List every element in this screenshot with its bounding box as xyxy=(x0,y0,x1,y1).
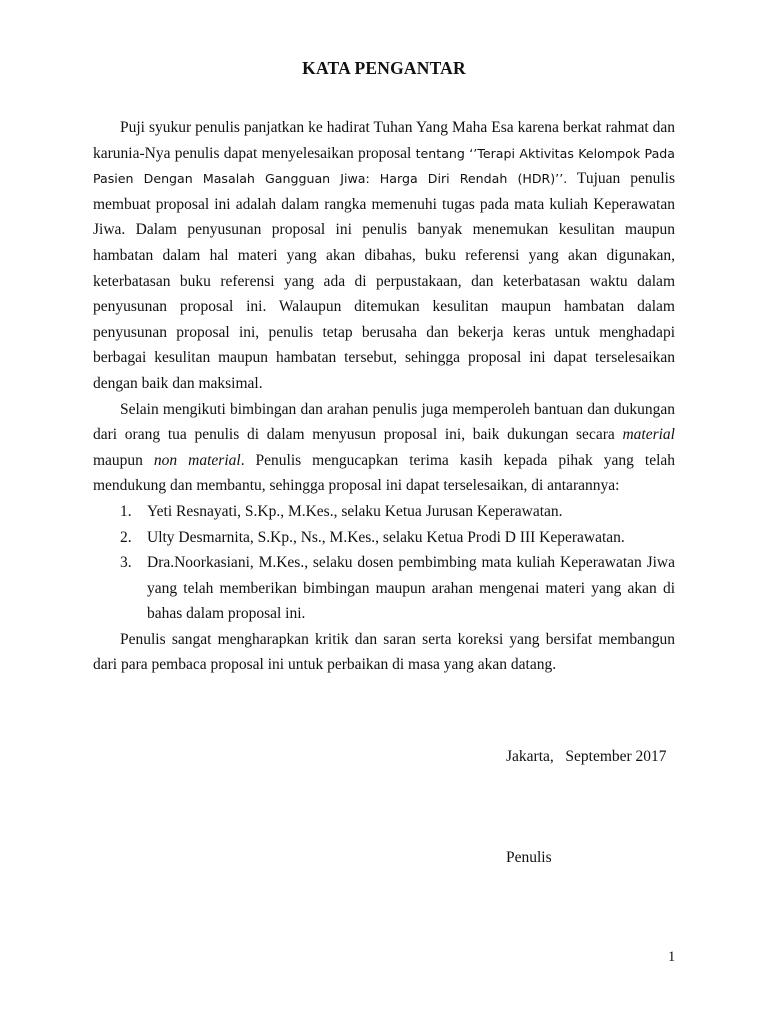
paragraph-closing: Penulis sangat mengharapkan kritik dan saran serta koreksi yang bersifat membangun dari para pembaca proposal ini untuk perbaikan di masa yang akan datang. xyxy=(93,630,675,674)
page-title: KATA PENGANTAR xyxy=(302,58,466,78)
list-item xyxy=(93,499,675,525)
list-item-number: 3. xyxy=(120,554,132,572)
paragraph-opening-rest: Tujuan penulis membuat proposal ini adalah dalam rangka memenuhi tugas pada mata kuliah Keperawatan Jiwa. Dalam penyusunan proposal ini penulis banyak menemukan kesulitan maupun hambatan dalam hal materi yang akan dibahas, buku referensi yang akan digunakan, keterbatasan buku referensi yang ada di perpustakaan, dan keterbatasan waktu dalam penyusunan proposal ini. Walaupun ditemukan kesulitan maupun hambatan dalam penyusunan proposal ini, penulis tetap berusaha dan bekerja keras untuk menghadapi berbagai kesulitan maupun hambatan tersebut, sehingga proposal ini dapat terselesaikan dengan baik dan maksimal. xyxy=(93,170,675,392)
list-item-number: 1. xyxy=(120,502,132,520)
proposal-topic: tentang ‘’Terapi Aktivitas Kelompok Pada Pasien Dengan Masalah Gangguan Jiwa: Harga Diri Rendah (HDR)’’. xyxy=(93,145,675,187)
paragraph-support-part3: . Penulis mengucapkan terima kasih kepada pihak yang telah mendukung dan membantu, sehingga proposal ini dapat terselesaikan, di antarannya: xyxy=(93,451,676,495)
paragraph-support xyxy=(93,397,675,499)
list-item xyxy=(93,550,675,627)
italic-non-material: non material xyxy=(153,451,241,469)
list-item-number: 2. xyxy=(120,528,132,546)
acknowledgement-list xyxy=(93,499,675,627)
author-signature: Penulis xyxy=(506,849,552,866)
italic-material: material xyxy=(622,426,675,444)
place-date: Jakarta, September 2017 xyxy=(506,748,667,765)
list-item-text: Yeti Resnayati, S.Kp., M.Kes., selaku Ketua Jurusan Keperawatan. xyxy=(147,502,563,520)
page-number: 1 xyxy=(668,949,676,965)
paragraph-opening xyxy=(93,115,675,397)
list-item-text: Dra.Noorkasiani, M.Kes., selaku dosen pembimbing mata kuliah Keperawatan Jiwa yang telah memberikan bimbingan maupun arahan mengenai materi yang akan di bahas dalam proposal ini. xyxy=(147,554,675,623)
list-item xyxy=(93,525,675,551)
paragraph-support-part1: Selain mengikuti bimbingan dan arahan penulis juga memperoleh bantuan dan dukungan dari orang tua penulis di dalam menyusun proposal ini, baik dukungan secara xyxy=(93,400,675,444)
list-item-text: Ulty Desmarnita, S.Kp., Ns., M.Kes., selaku Ketua Prodi D III Keperawatan. xyxy=(147,528,625,546)
paragraph-support-part2: maupun xyxy=(93,451,154,469)
body-text xyxy=(93,115,675,678)
paragraph-opening-intro: Puji syukur penulis panjatkan ke hadirat Tuhan Yang Maha Esa karena berkat rahmat dan karunia-Nya penulis dapat menyelesaikan proposal xyxy=(93,119,675,162)
